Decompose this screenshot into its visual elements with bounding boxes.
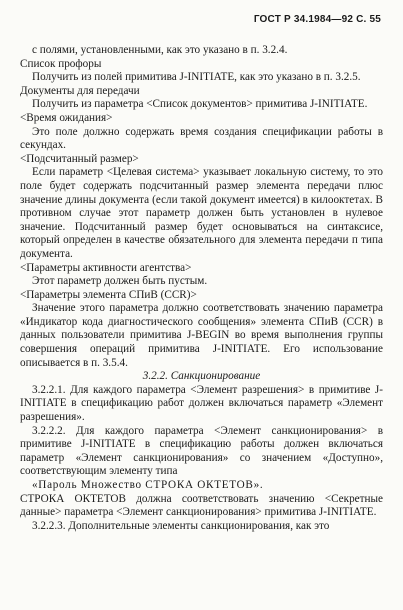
- section-heading: 3.2.2. Санкционирование: [142, 370, 261, 383]
- paragraph: Если параметр <Целевая система> указывает локальную систему, то это поле будет содержать подсчитанный размер элемента передачи плюс значение длины документа (если такой документ имеется) в килооктетах. В противном случае этот параметр должен быть установлен в нулевое значение. Подсчитанный размер будет основываться на синтаксисе, который определен в качестве обязательного для элемента передачи п типа документа.: [20, 166, 383, 260]
- field-heading: <Время ожидания>: [20, 111, 113, 124]
- field-heading: Список профоры: [20, 57, 102, 70]
- paragraph: Значение этого параметра должно соответствовать значению параметра «Индикатор кода диагностического сообщения» элемента СПиВ (CCR) в данных пользователи примитива J-BEGIN во время выполнения группы совершения операций примитива J-INITIATE. Его использование описывается в п. 3.5.4.: [20, 302, 383, 369]
- paragraph: «Пароль Множество СТРОКА ОКТЕТОВ».: [32, 479, 264, 491]
- paragraph: 3.2.2.2. Для каждого параметра <Элемент санкционирования> в примитиве J-INITIATE в спецификацию работы должен включаться параметр «Элемент санкционирования» со значением «Доступно», соответствующим элементу типа: [20, 424, 383, 478]
- paragraph: Получить из параметра <Список документов> примитива J-INITIATE.: [32, 98, 368, 111]
- document-body: [20, 44, 383, 533]
- paragraph: 3.2.2.1. Для каждого параметра <Элемент разрешения> в примитиве J-INITIATE в спецификацию работ должен включаться параметр «Элемент разрешения».: [20, 383, 383, 424]
- paragraph: Это поле должно содержать время создания спецификации работы в секундах.: [20, 125, 383, 152]
- paragraph: СТРОКА ОКТЕТОВ должна соответствовать значению <Секретные данные> параметра <Элемент санкционирования> примитива J-INITIATE.: [20, 492, 383, 519]
- field-heading: Документы для передачи: [20, 84, 140, 97]
- paragraph: с полями, установленными, как это указано в п. 3.2.4.: [32, 44, 288, 56]
- field-heading: <Подсчитанный размер>: [20, 152, 139, 165]
- paragraph: Получить из полей примитива J-INITIATE, как это указано в п. 3.2.5.: [32, 71, 361, 84]
- paragraph: 3.2.2.3. Дополнительные элементы санкционирования, как это: [32, 519, 330, 532]
- field-heading: <Параметры активности агентства>: [20, 261, 192, 274]
- paragraph: Этот параметр должен быть пустым.: [32, 275, 208, 288]
- field-heading: <Параметры элемента СПиВ (CCR)>: [20, 288, 197, 301]
- page-header: ГОСТ Р 34.1984—92 С. 55: [253, 14, 381, 25]
